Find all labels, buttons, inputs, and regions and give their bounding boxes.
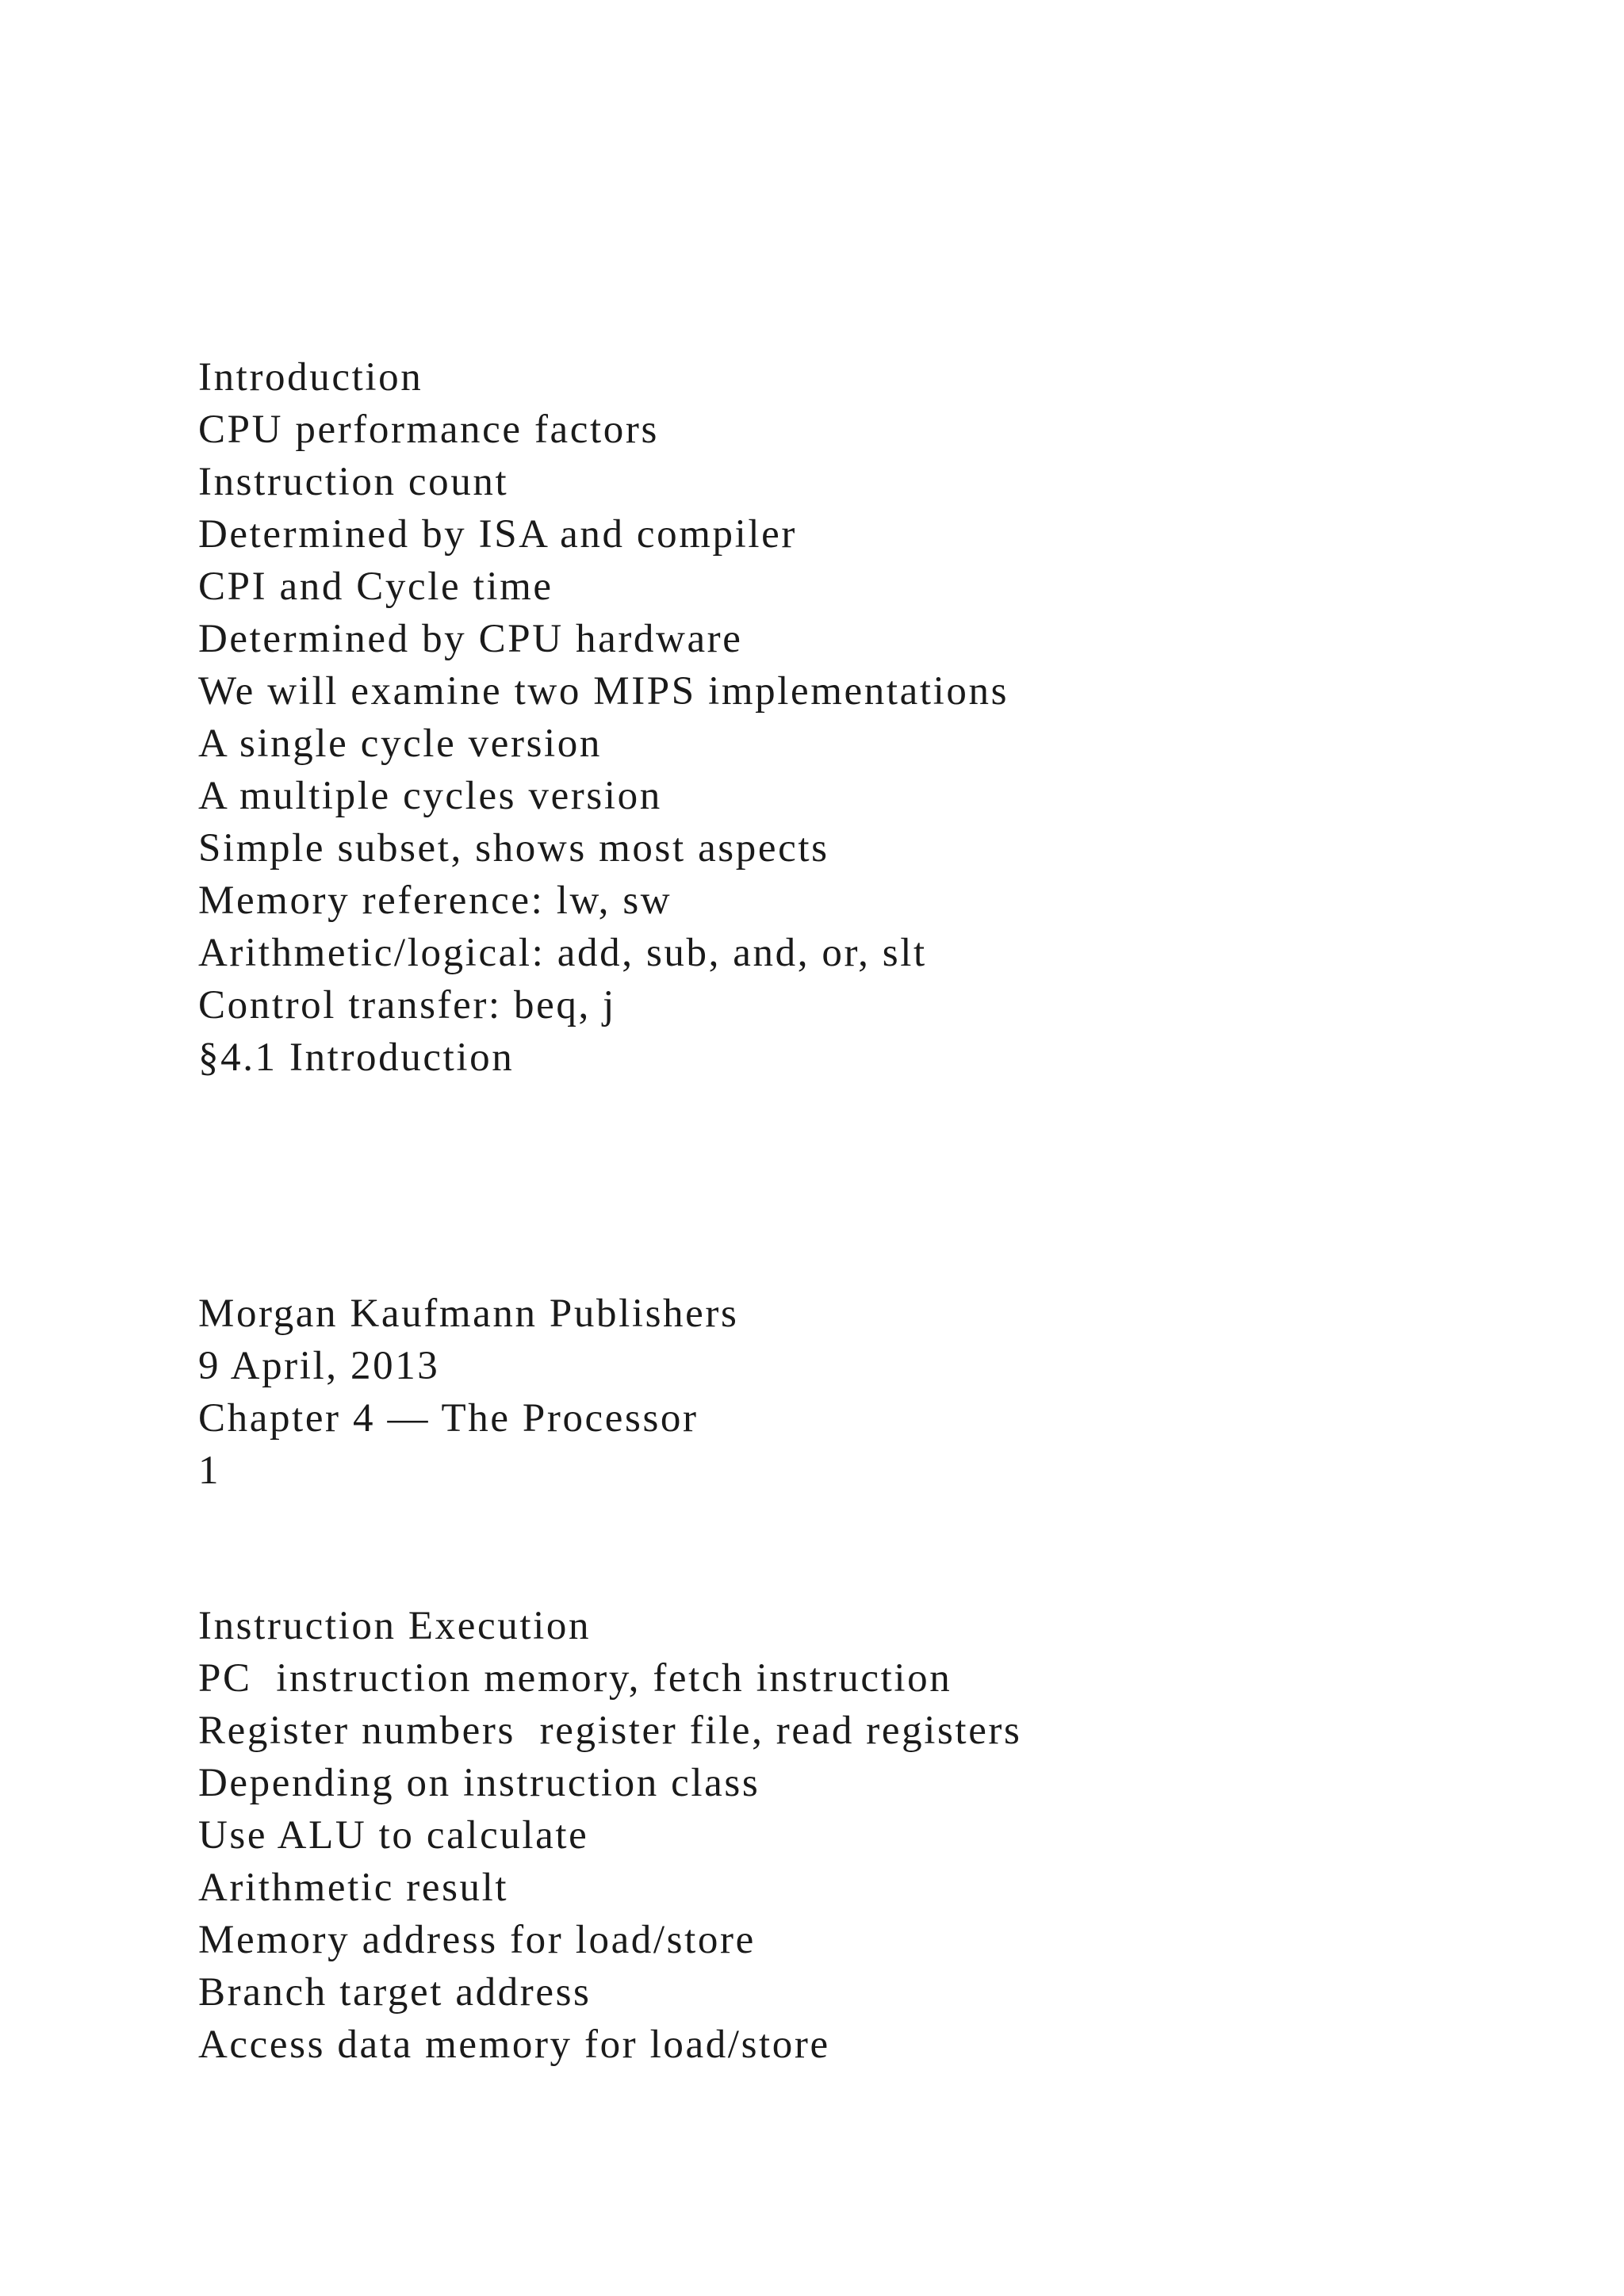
page-number: 1	[198, 1448, 221, 1493]
date-text: 9 April, 2013	[198, 1344, 440, 1388]
text-line: Control transfer: beq, j	[198, 983, 616, 1027]
publisher-text: Morgan Kaufmann Publishers	[198, 1292, 739, 1336]
text-line: A single cycle version	[198, 721, 603, 766]
text-line: Determined by CPU hardware	[198, 617, 743, 661]
slide-text-introduction	[198, 351, 1009, 1084]
text-line: Access data memory for load/store	[198, 2022, 830, 2067]
text-line: Register numbers register file, read registers	[198, 1709, 1022, 1753]
text-line: CPI and Cycle time	[198, 564, 553, 609]
text-line: A multiple cycles version	[198, 774, 662, 818]
slide-title: Instruction Execution	[198, 1604, 592, 1648]
text-line: Simple subset, shows most aspects	[198, 826, 829, 871]
text-line: We will examine two MIPS implementations	[198, 669, 1009, 714]
slide-footer	[198, 1288, 738, 1497]
text-line: Instruction count	[198, 460, 509, 504]
text-line: PC instruction memory, fetch instruction	[198, 1656, 952, 1701]
text-line: Arithmetic/logical: add, sub, and, or, slt	[198, 931, 927, 975]
text-line: Memory reference: lw, sw	[198, 878, 672, 923]
text-line: Determined by ISA and compiler	[198, 512, 797, 557]
text-line: Memory address for load/store	[198, 1918, 756, 1962]
text-line: Depending on instruction class	[198, 1761, 760, 1805]
text-line: Use ALU to calculate	[198, 1813, 589, 1858]
text-line: CPU performance factors	[198, 408, 659, 452]
chapter-text: Chapter 4 — The Processor	[198, 1396, 699, 1441]
slide-text-instruction-execution	[198, 1600, 1021, 2071]
section-label: §4.1 Introduction	[198, 1035, 515, 1080]
text-line: Branch target address	[198, 1970, 592, 2015]
text-line: Arithmetic result	[198, 1866, 509, 1910]
slide-title: Introduction	[198, 355, 423, 400]
